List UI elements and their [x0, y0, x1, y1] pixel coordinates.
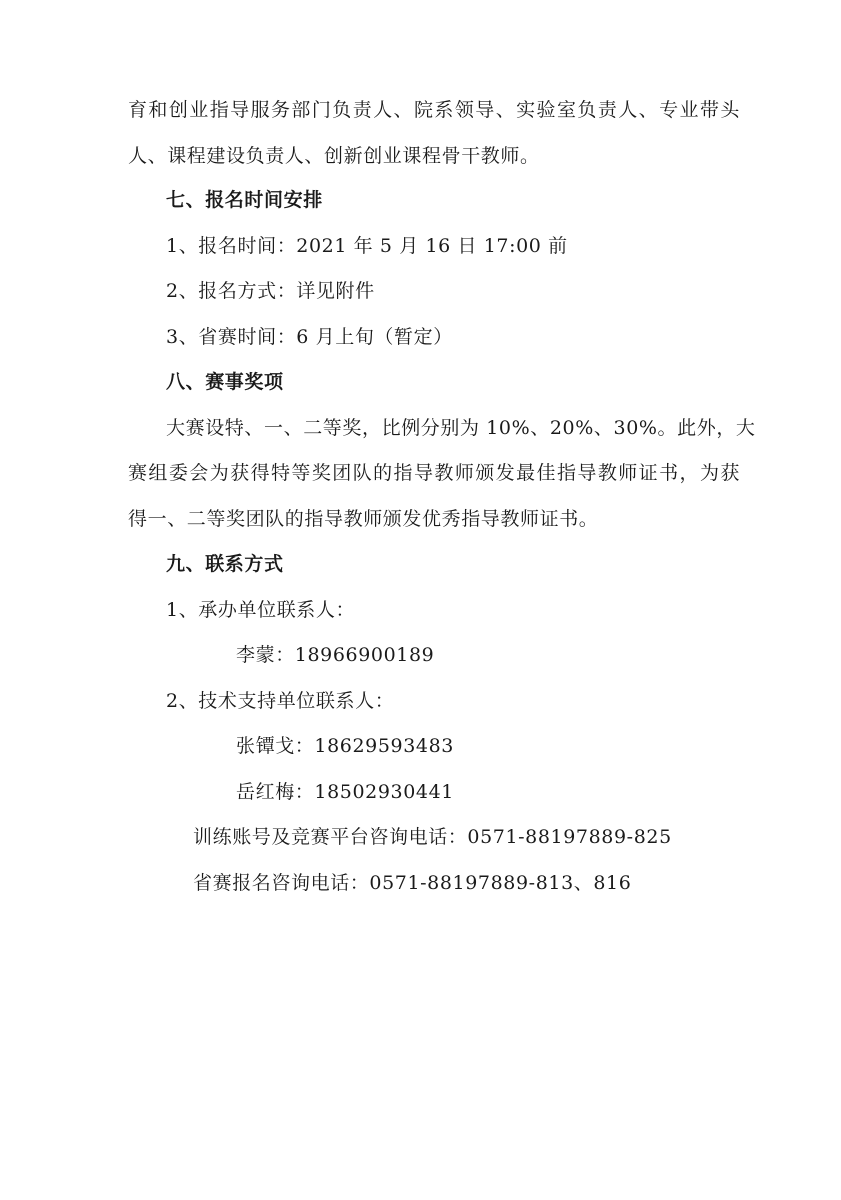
awards-line-2: 赛组委会为获得特等奖团队的指导教师颁发最佳指导教师证书，为获 — [128, 462, 740, 484]
training-platform-phone: 训练账号及竞赛平台咨询电话：0571-88197889-825 — [193, 826, 672, 848]
tech-support-contact-label: 2、技术支持单位联系人： — [166, 690, 395, 712]
registration-phone: 省赛报名咨询电话：0571-88197889-813、816 — [193, 872, 632, 894]
intro-line-2: 人、课程建设负责人、创新创业课程骨干教师。 — [128, 145, 540, 167]
competition-time: 3、省赛时间：6 月上旬（暂定） — [166, 326, 453, 348]
tech-support-contact-2: 岳红梅：18502930441 — [236, 781, 454, 803]
section-9-heading: 九、联系方式 — [166, 553, 284, 575]
intro-line-1: 育和创业指导服务部门负责人、院系领导、实验室负责人、专业带头 — [128, 99, 740, 121]
awards-line-3: 得一、二等奖团队的指导教师颁发优秀指导教师证书。 — [128, 508, 599, 530]
registration-method: 2、报名方式：详见附件 — [166, 280, 375, 302]
section-8-heading: 八、赛事奖项 — [166, 371, 284, 393]
tech-support-contact-1: 张镡戈：18629593483 — [236, 735, 454, 757]
host-contact-person: 李蒙：18966900189 — [236, 644, 435, 666]
registration-time: 1、报名时间：2021 年 5 月 16 日 17:00 前 — [166, 235, 568, 257]
section-7-heading: 七、报名时间安排 — [166, 189, 323, 211]
awards-line-1: 大赛设特、一、二等奖，比例分别为 10%、20%、30%。此外，大 — [166, 417, 756, 439]
host-contact-label: 1、承办单位联系人： — [166, 599, 356, 621]
